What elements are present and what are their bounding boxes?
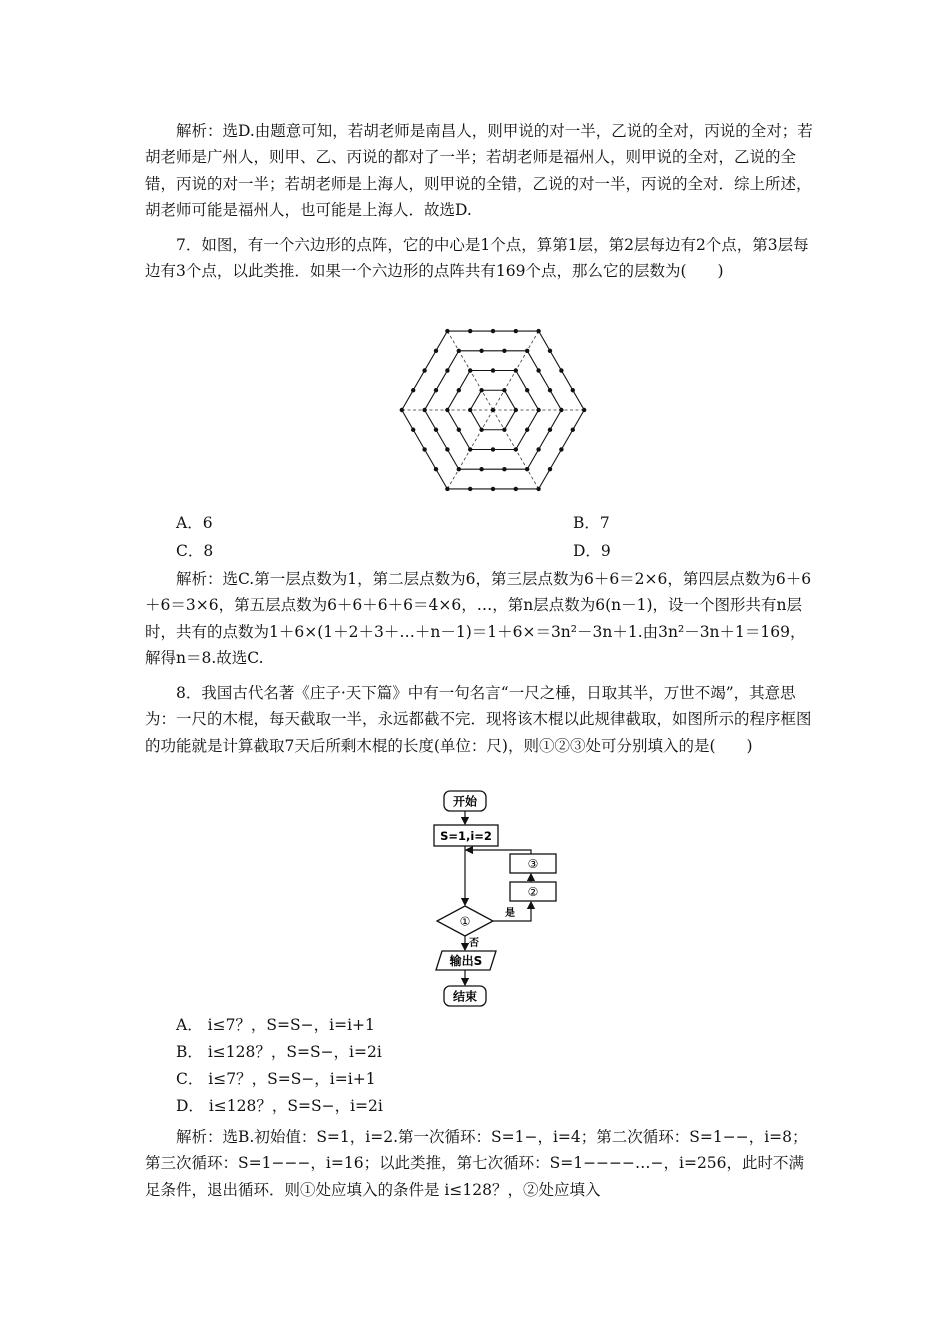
box-2-label: ②	[527, 885, 539, 899]
lattice-dot	[434, 428, 438, 432]
question-7: 7．如图，有一个六边形的点阵，它的中心是1个点，算第1层，第2层每边有2个点，第3层每边有3个点，以此类推．如果一个六边形的点阵共有169个点，那么它的层数为( )	[145, 236, 809, 281]
flowchart	[425, 788, 565, 1018]
lattice-dot	[502, 428, 506, 432]
box-3-label: ③	[527, 857, 539, 871]
lattice-dot	[491, 368, 495, 372]
lattice-dot	[548, 467, 552, 471]
q7-option-b: B．7	[573, 514, 610, 532]
lattice-dot	[502, 349, 506, 353]
lattice-dot	[445, 368, 449, 372]
lattice-dot	[502, 388, 506, 392]
lattice-dot	[525, 467, 529, 471]
lattice-dot	[502, 467, 506, 471]
lattice-dot	[457, 349, 461, 353]
question-8: 8．我国古代名著《庄子·天下篇》中有一句名言“一尺之棰，日取其半，万世不竭”，其意思为：一尺的木棍，每天截取一半，永远都截不完．现将该木棍以此规律截取，如图所示的程序框图的功能就是计算截取7天后所剩木棍的长度(单位：尺)，则①②③处可分别填入的是( )	[145, 684, 812, 755]
no-label: 否	[469, 938, 479, 949]
lattice-dot	[514, 447, 518, 451]
lattice-dot	[548, 428, 552, 432]
analysis-7: 解析：选C.第一层点数为1，第二层点数为6，第三层点数为6＋6＝2×6，第四层点数为6＋6＋6＝3×6，第五层点数为6＋6＋6＋6＝4×6，…，第n层点数为6(n－1)，设一个图形共有n层时，共有的点数为1＋6×(1＋2＋3＋…＋n－1)＝1＋6×＝3n²－3n＋1.由3n²－3n＋1＝169，解得n＝8.故选C.	[145, 570, 812, 668]
init-label: S=1,i=2	[440, 829, 492, 843]
lattice-dot	[479, 467, 483, 471]
lattice-dot	[559, 368, 563, 372]
lattice-dot	[536, 447, 540, 451]
lattice-dot	[400, 408, 404, 412]
lattice-dot	[411, 388, 415, 392]
q7-option-a: A．6	[176, 514, 213, 532]
lattice-dot	[536, 329, 540, 333]
lattice-dot	[422, 368, 426, 372]
lattice-dot	[514, 408, 518, 412]
lattice-dot	[468, 447, 472, 451]
q7-option-c: C．8	[176, 542, 214, 560]
output-label: 输出S	[449, 954, 483, 968]
lattice-dot	[491, 487, 495, 491]
end-label: 结束	[452, 989, 478, 1004]
start-label: 开始	[452, 794, 478, 809]
lattice-dot	[468, 408, 472, 412]
lattice-dot	[479, 349, 483, 353]
q8-option-b: B． i≤128？，S=S−，i=2i	[176, 1043, 382, 1061]
lattice-dot	[491, 447, 495, 451]
lattice-dot	[479, 428, 483, 432]
lattice-dot	[479, 388, 483, 392]
lattice-dot	[468, 329, 472, 333]
lattice-dot	[457, 467, 461, 471]
condition-label: ①	[459, 914, 471, 929]
lattice-dot	[434, 349, 438, 353]
center-dot	[491, 408, 495, 412]
lattice-dot	[525, 428, 529, 432]
lattice-dot	[536, 368, 540, 372]
lattice-dot	[514, 368, 518, 372]
lattice-dot	[468, 368, 472, 372]
lattice-dot	[434, 467, 438, 471]
q8-option-d: D． i≤128？，S=S−，i=2i	[176, 1097, 383, 1115]
lattice-dot	[468, 487, 472, 491]
lattice-dot	[536, 487, 540, 491]
lattice-dot	[445, 487, 449, 491]
lattice-dot	[422, 408, 426, 412]
analysis-8: 解析：选B.初始值：S=1，i=2.第一次循环：S=1−，i=4；第二次循环：S=1−−，i=8；第三次循环：S=1−−−，i=16；以此类推，第七次循环：S=1−−−−…−，i=256，此时不满足条件，退出循环．则①处应填入的条件是 i≤128？，②处应填入	[145, 1128, 808, 1199]
lattice-dot	[422, 447, 426, 451]
lattice-dot	[525, 388, 529, 392]
q8-option-a: A． i≤7？，S=S−，i=i+1	[176, 1016, 375, 1034]
lattice-dot	[514, 329, 518, 333]
lattice-dot	[559, 447, 563, 451]
lattice-dot	[445, 408, 449, 412]
lattice-dot	[536, 408, 540, 412]
lattice-dot	[457, 428, 461, 432]
hexagon-dot-lattice	[380, 312, 606, 512]
lattice-dot	[548, 388, 552, 392]
lattice-dot	[434, 388, 438, 392]
q7-option-d: D．9	[573, 542, 611, 560]
lattice-dot	[525, 349, 529, 353]
lattice-dot	[548, 349, 552, 353]
lattice-dot	[559, 408, 563, 412]
lattice-dot	[445, 329, 449, 333]
analysis-6: 解析：选D.由题意可知，若胡老师是南昌人，则甲说的对一半，乙说的全对，丙说的全对；若胡老师是广州人，则甲、乙、丙说的都对了一半；若胡老师是福州人，则甲说的全对，乙说的全错，丙说的对一半；若胡老师是上海人，则甲说的全错，乙说的对一半，丙说的全对．综上所述，胡老师可能是福州人，也可能是上海人．故选D.	[145, 122, 813, 220]
lattice-dot	[491, 329, 495, 333]
lattice-dot	[411, 428, 415, 432]
lattice-dot	[445, 447, 449, 451]
q8-option-c: C． i≤7？，S=S−，i=i+1	[176, 1070, 376, 1088]
lattice-dot	[514, 487, 518, 491]
lattice-dot	[582, 408, 586, 412]
lattice-dot	[571, 388, 575, 392]
yes-label: 是	[505, 908, 515, 919]
lattice-dot	[457, 388, 461, 392]
lattice-dot	[571, 428, 575, 432]
